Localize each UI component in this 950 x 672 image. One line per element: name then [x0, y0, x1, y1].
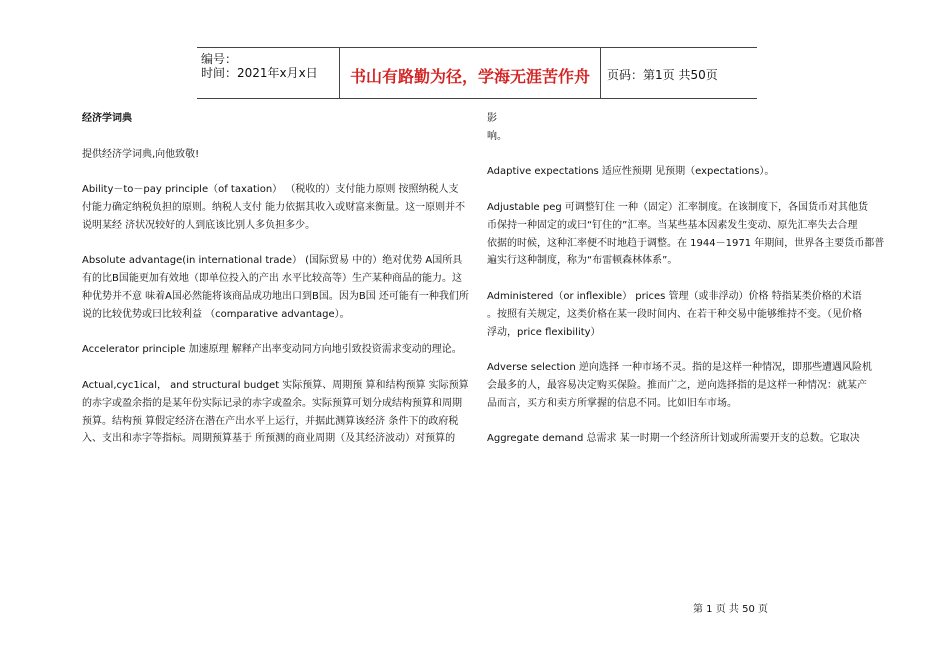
dictionary-entry: [82, 341, 472, 359]
number-label: 编号：: [201, 52, 238, 66]
entry-line: 说明某经 济状况较好的人到底该比别人多负担多少。: [82, 219, 316, 231]
entry-line: Administered（or inflexible） prices 管理（或非浮动）价格 特指某类价格的术语: [487, 290, 862, 302]
intro-line: 提供经济学词典,向他致敬!: [82, 148, 200, 160]
entry-line: Aggregate demand 总需求 某一时期一个经济所计划或所需要开支的总数。它取决: [487, 433, 860, 445]
entry-line: 的赤字或盈余指的是某年份实际记录的赤字或盈余。实际预算可划分成结构预算和周期: [82, 397, 462, 409]
dictionary-entry: [487, 288, 877, 341]
entry-line: 入、支出和赤字等指标。周期预算基于 所预测的商业周期（及其经济波动）对预算的: [82, 433, 456, 445]
dictionary-entry: [82, 181, 472, 234]
continuation-line: 影: [487, 113, 497, 124]
right-column: [487, 110, 885, 448]
entry-line: 遍实行这种制度，称为“布雷顿森林体系”。: [487, 255, 678, 267]
continuation-line: 响。: [487, 130, 507, 142]
header-info-cell: [197, 48, 340, 98]
entry-line: 依据的时候，这种汇率便不时地趋于调整。在 1944－1971 年期间，世界各主要货币都普: [487, 237, 885, 249]
entry-line: Adverse selection 逆向选择 一种市场不灵。指的是这样一种情况，即那些遭遇风险机: [487, 362, 873, 374]
time-label: 时间：2021年x月x日: [201, 66, 318, 80]
entry-line: 浮动，price flexibility）: [487, 326, 601, 338]
entry-line: 付能力确定纳税负担的原则。纳税人支付 能力依据其收入或财富来衡量。这一原则并不: [82, 201, 466, 213]
dictionary-entry: [82, 377, 472, 448]
dictionary-entry: [487, 199, 885, 270]
entry-line: Absolute advantage(in international trade） (国际贸易 中的）绝对优势 A国所具: [82, 255, 463, 267]
entry-line: 会最多的人，最容易决定购买保险。推而广之，逆向选择指的是这样一种情况：就某产: [487, 379, 867, 391]
entry-line: 品而言，买方和卖方所掌握的信息不同。比如旧车市场。: [487, 397, 737, 409]
left-entries: [82, 163, 472, 448]
entry-line: 有的比B国能更加有效地（即单位投入的产出 水平比较高等）生产某种商品的能力。这: [82, 273, 463, 285]
dictionary-entry: [487, 163, 877, 181]
entry-line: Adaptive expectations 适应性预期 见预期（expectations）。: [487, 166, 775, 178]
continuation-text: [487, 110, 877, 146]
header-page-cell: [601, 48, 757, 98]
entry-line: Actual,cyc1ical， and structural budget 实际预算、周期预 算和结构预算 实际预算: [82, 379, 469, 391]
entry-line: 说的比较优势或曰比较利益 （comparative advantage）。: [82, 308, 350, 320]
dictionary-entry: [487, 430, 877, 448]
right-entries: [487, 163, 885, 448]
document-header: [197, 47, 757, 99]
dictionary-entry: [487, 359, 877, 412]
entry-line: 种优势并不意 味着A国必然能将该商品成功地出口到B国。因为B国 还可能有一种我们所: [82, 290, 469, 302]
entry-line: 。按照有关规定，这类价格在某一段时间内、在若干种交易中能够维持不变。（见价格: [487, 308, 862, 320]
header-motto-cell: [340, 48, 601, 98]
document-title: 经济学词典: [82, 113, 132, 124]
entry-line: Adjustable peg 可调整钉住 一种（固定）汇率制度。在该制度下，各国货币对其他货: [487, 201, 869, 213]
motto-text: 书山有路勤为径，学海无涯苦作舟: [349, 67, 590, 86]
entry-line: 预算。结构预 算假定经济在潜在产出水平上运行，并据此测算该经济 条件下的政府税: [82, 415, 459, 427]
entry-line: Accelerator principle 加速原理 解释产出率变动同方向地引致投资需求变动的理论。: [82, 344, 462, 356]
entry-line: 币保持一种固定的或曰“钉住的”汇率。当某些基本因素发生变动、原先汇率失去合理: [487, 219, 858, 231]
left-column: [82, 110, 472, 448]
page-code: 页码：第1页 共50页: [607, 68, 718, 82]
dictionary-entry: [82, 252, 472, 323]
page-footer: 第 1 页 共 50 页: [693, 604, 768, 615]
entry-line: Ability－to－pay principle（of taxation） （税收的）支付能力原则 按照纳税人支: [82, 184, 459, 196]
